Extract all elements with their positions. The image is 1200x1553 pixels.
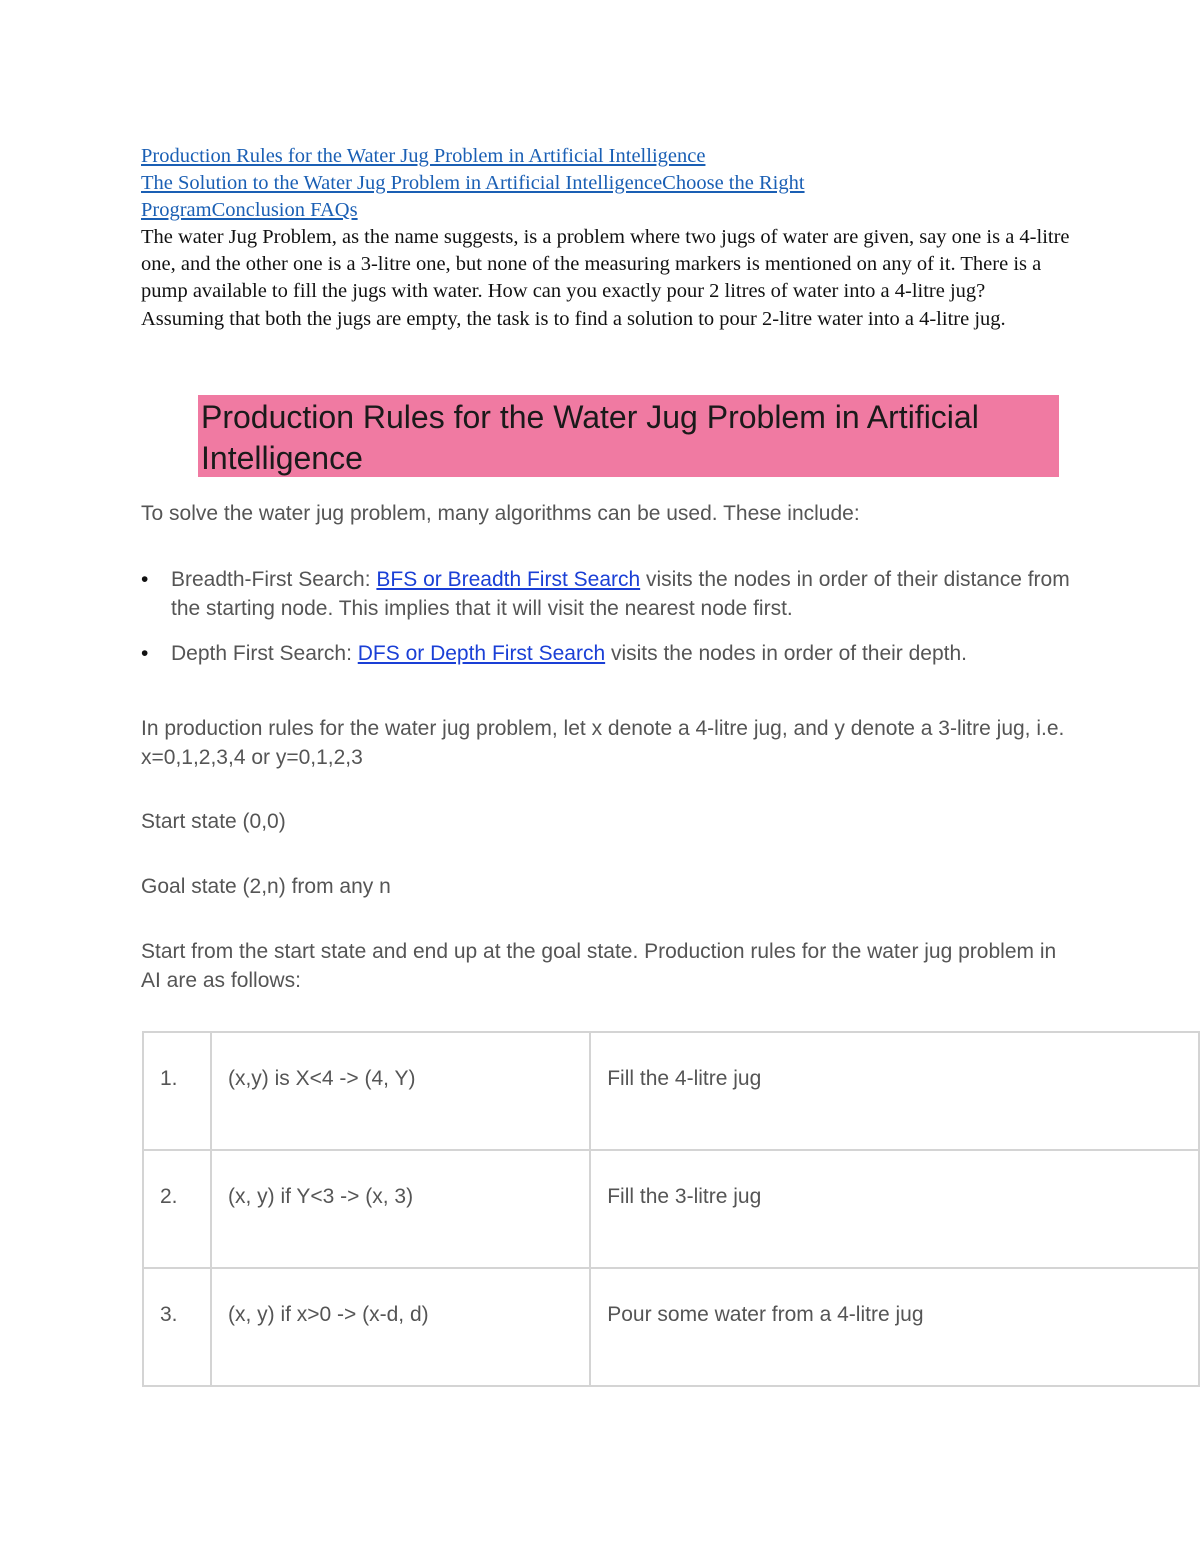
section-heading: Production Rules for the Water Jug Problem in Artificial Intelligence — [201, 399, 979, 476]
bullet-icon: • — [141, 568, 149, 591]
rule-expression: (x, y) if Y<3 -> (x, 3) — [211, 1150, 590, 1268]
transition-paragraph: Start from the start state and end up at the goal state. Production rules for the water jug problem in AI are as follows: — [141, 940, 1057, 992]
dfs-link[interactable]: DFS or Depth First Search — [357, 642, 606, 665]
section-heading-banner — [198, 395, 1059, 477]
rule-description: Pour some water from a 4-litre jug — [590, 1268, 1199, 1386]
table-of-contents — [141, 143, 1071, 224]
bullet-text: visits the nodes in order of their depth. — [605, 642, 968, 665]
start-state-text: Start state (0,0) — [141, 810, 286, 833]
rule-number: 2. — [143, 1150, 211, 1268]
production-rules-table — [142, 1031, 1200, 1387]
rule-expression: (x,y) is X<4 -> (4, Y) — [211, 1032, 590, 1150]
rule-description: Fill the 4-litre jug — [590, 1032, 1199, 1150]
algorithms-intro: To solve the water jug problem, many algorithms can be used. These include: — [141, 502, 860, 525]
rule-number: 3. — [143, 1268, 211, 1386]
toc-link-production-rules[interactable]: Production Rules for the Water Jug Problem in Artificial Intelligence — [141, 145, 706, 167]
table-row — [143, 1150, 1199, 1268]
rule-number: 1. — [143, 1032, 211, 1150]
bullet-lead: Breadth-First Search: — [171, 568, 377, 591]
table-row — [143, 1032, 1199, 1150]
definition-paragraph: In production rules for the water jug problem, let x denote a 4-litre jug, and y denote a 3-litre jug, i.e. x=0,1,2,3,4 or y=0,1,2,3 — [141, 717, 1065, 769]
algorithm-list — [141, 566, 1071, 686]
bfs-link[interactable]: BFS or Breadth First Search — [376, 568, 641, 591]
table-row — [143, 1268, 1199, 1386]
list-item — [141, 566, 1071, 623]
list-item — [141, 640, 1071, 669]
bullet-lead: Depth First Search: — [171, 642, 358, 665]
toc-link-solution[interactable]: The Solution to the Water Jug Problem in Artificial IntelligenceChoose the Right — [141, 172, 805, 194]
goal-state-text: Goal state (2,n) from any n — [141, 875, 391, 898]
rule-expression: (x, y) if x>0 -> (x-d, d) — [211, 1268, 590, 1386]
bullet-icon: • — [141, 642, 149, 665]
rule-description: Fill the 3-litre jug — [590, 1150, 1199, 1268]
toc-link-program-conclusion[interactable]: ProgramConclusion FAQs — [141, 199, 358, 221]
intro-paragraph: The water Jug Problem, as the name suggests, is a problem where two jugs of water are given, say one is a 4-litre one, and the other one is a 3-litre one, but none of the measuring markers is mentioned on any of it. There is a pump available to fill the jugs with water. How can you exactly pour 2 litres of water into a 4-litre jug? Assuming that both the jugs are empty, the task is to find a solution to pour 2-litre water into a 4-litre jug. — [141, 226, 1070, 330]
bullet-text: visits the nodes in order of their distance from the starting node. This implies that it will visit the nearest node first. — [171, 568, 1070, 620]
